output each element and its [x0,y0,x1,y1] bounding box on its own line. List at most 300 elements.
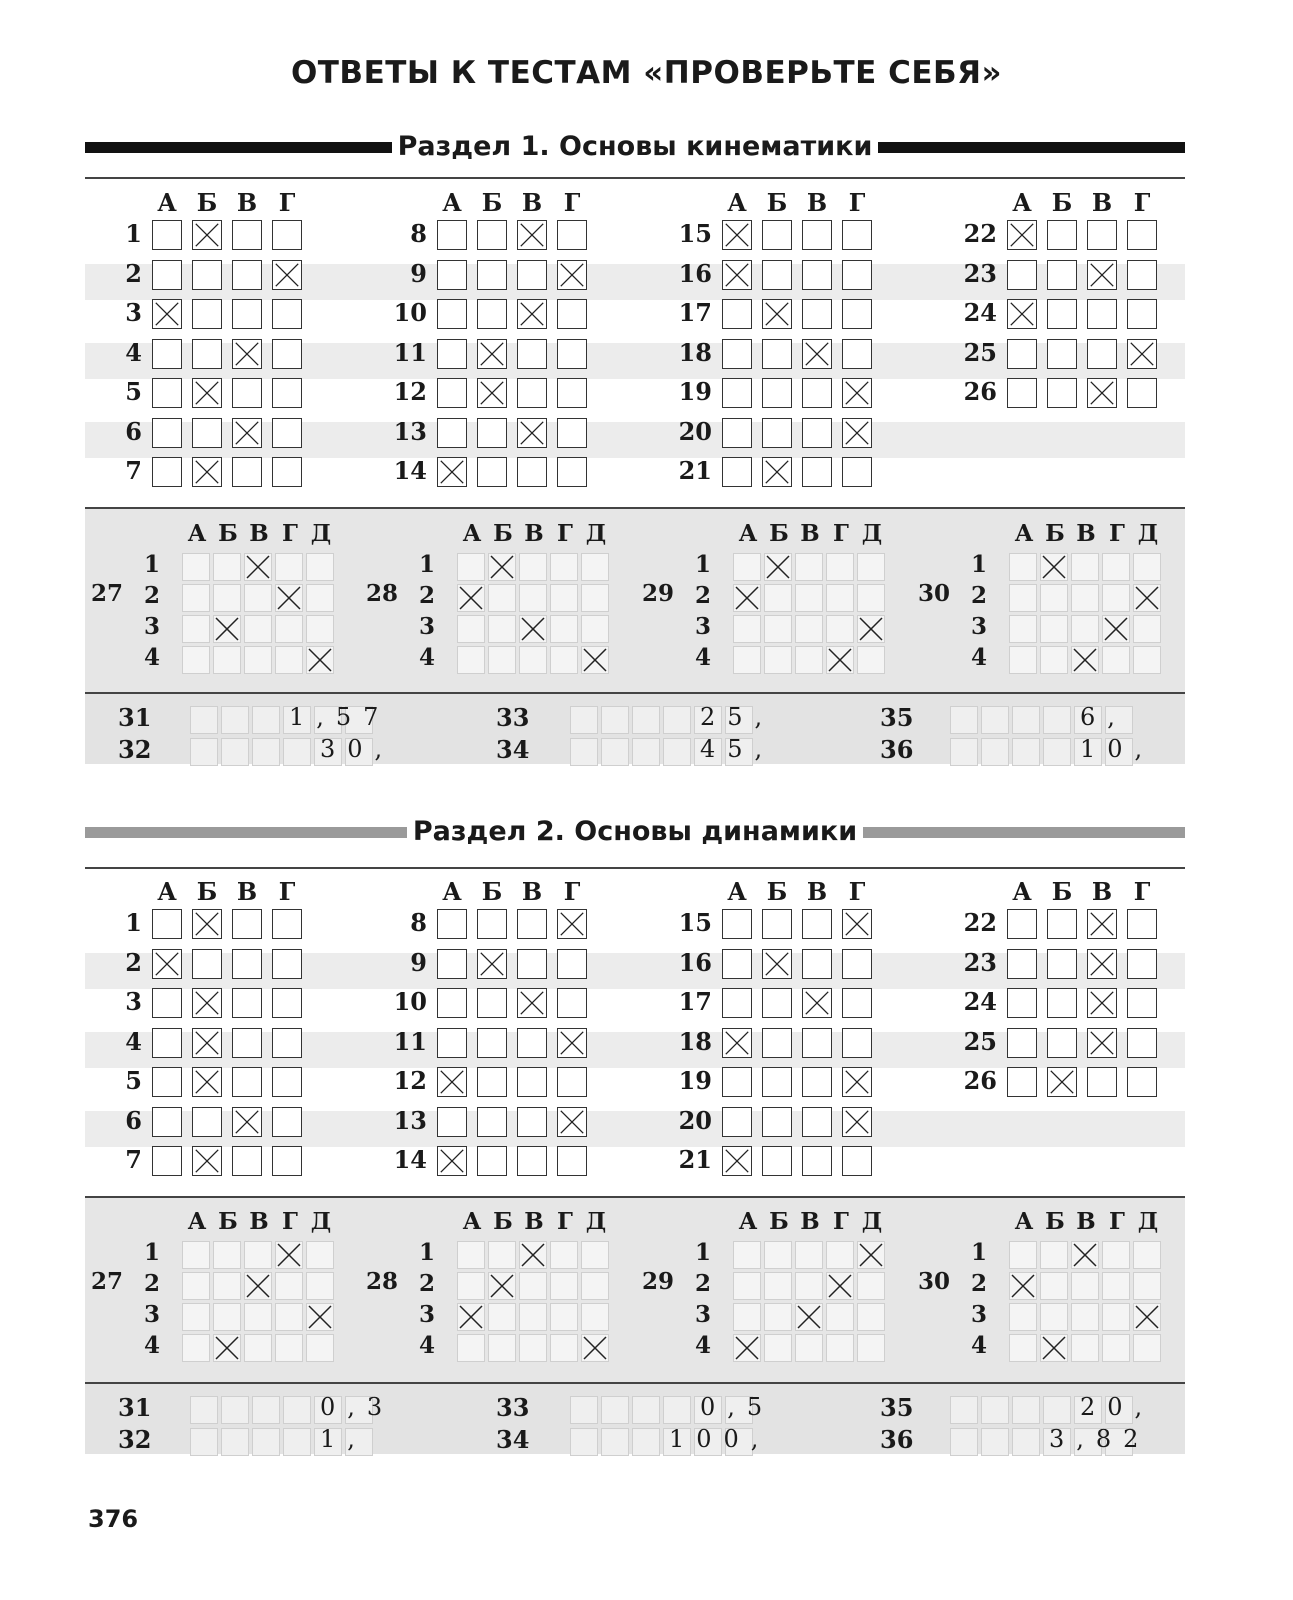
answer-box [557,339,587,369]
grid-letter-header: Б [1045,1208,1065,1235]
answer-box [272,909,302,939]
grid-answer-mark [581,646,609,674]
grid-cell [857,584,885,612]
answer-box [1127,988,1157,1018]
grid-cell [826,615,854,643]
answer-box [437,418,467,448]
numeric-answer-value: 100, [669,1425,771,1453]
grid-cell [519,646,547,674]
numeric-cell [190,1428,218,1456]
numeric-cell [950,1396,978,1424]
grid-answer-mark [457,1303,485,1331]
answer-box [1087,339,1117,369]
grid-cell [488,615,516,643]
answer-box [272,220,302,250]
answer-box-checked [762,457,792,487]
choice-letter-header: Б [766,188,788,217]
numeric-cell [252,706,280,734]
grid-letter-header: Д [585,1208,607,1235]
grid-letter-header: Г [282,1208,298,1235]
grid-cell [519,1272,547,1300]
answer-box [762,418,792,448]
question-number: 19 [678,377,712,406]
answer-box [232,949,262,979]
grid-cell [1071,553,1099,581]
grid-letter-header: Д [310,520,332,547]
question-number: 10 [393,987,427,1016]
grid-cell [306,1272,334,1300]
numeric-question-number: 33 [496,1393,530,1422]
grid-cell [733,1303,761,1331]
answer-box [557,299,587,329]
choice-letter-header: В [521,877,543,906]
answer-box [477,1067,507,1097]
answer-box [842,1146,872,1176]
grid-cell [550,1272,578,1300]
grid-row-number: 3 [695,1301,712,1328]
grid-cell [244,1334,272,1362]
numeric-question-number: 33 [496,703,530,732]
answer-box [802,909,832,939]
answer-box [1047,909,1077,939]
answer-box [272,988,302,1018]
answer-box [722,378,752,408]
numeric-question-number: 36 [880,1425,914,1454]
grid-cell [733,615,761,643]
answer-box [1127,909,1157,939]
question-number: 19 [678,1066,712,1095]
answer-box-checked [192,220,222,250]
grid-cell [764,1303,792,1331]
answer-box [722,339,752,369]
question-number: 20 [678,416,712,446]
answer-box [152,1146,182,1176]
grid-cell [244,584,272,612]
grid-cell [1133,615,1161,643]
grid-answer-mark [857,615,885,643]
answer-box [802,1028,832,1058]
section-title-wrap [85,130,1185,164]
grid-cell [733,553,761,581]
grid-letter-header: Б [493,1208,513,1235]
grid-answer-mark [1040,1334,1068,1362]
answer-box [517,1146,547,1176]
answer-box [192,260,222,290]
grid-cell [795,553,823,581]
numeric-cell [632,706,660,734]
grid-cell [488,584,516,612]
answer-box-checked [842,1107,872,1137]
answer-box-checked [192,1067,222,1097]
grid-letter-header: А [1014,520,1034,547]
choice-letter-header: В [1091,188,1113,217]
answer-box [1007,909,1037,939]
answer-box [1127,1067,1157,1097]
grid-cell [826,553,854,581]
answer-box-checked [477,339,507,369]
grid-cell [182,584,210,612]
question-number: 2 [125,947,142,977]
grid-cell [826,584,854,612]
numeric-question-number: 32 [118,735,152,764]
question-number: 11 [393,1026,427,1056]
answer-box [517,378,547,408]
answer-box-checked [272,260,302,290]
grid-answer-mark [244,553,272,581]
grid-cell [488,646,516,674]
question-number: 16 [678,947,712,977]
answer-box [152,457,182,487]
answer-box [842,1028,872,1058]
answer-box [272,1067,302,1097]
numeric-cell [981,738,1009,766]
grid-cell [795,646,823,674]
grid-cell [795,1241,823,1269]
grid-row-number: 1 [419,551,436,578]
grid-cell [1133,1272,1161,1300]
numeric-cell [1012,1428,1040,1456]
answer-box [272,418,302,448]
grid-cell [1071,1303,1099,1331]
answer-box [192,299,222,329]
answer-box [517,1107,547,1137]
question-number: 21 [678,456,712,485]
answer-box [477,418,507,448]
grid-cell [488,1241,516,1269]
grid-letter-header: В [1076,520,1096,547]
grid-cell [519,1303,547,1331]
grid-answer-mark [764,553,792,581]
grid-cell [550,1241,578,1269]
numeric-question-number: 35 [880,703,914,732]
answer-box-checked [722,260,752,290]
answer-box [152,1107,182,1137]
answer-box [152,1028,182,1058]
grid-question-number: 30 [918,1268,951,1295]
answer-box [557,418,587,448]
grid-cell [1009,584,1037,612]
answer-box [437,378,467,408]
answer-box [1047,378,1077,408]
answer-box-checked [232,1107,262,1137]
grid-cell [1009,646,1037,674]
grid-row-number: 3 [144,613,161,640]
grid-cell [457,1334,485,1362]
question-number: 12 [393,1066,427,1095]
grid-letter-header: А [1014,1208,1034,1235]
question-number: 23 [963,947,997,977]
grid-row-number: 1 [971,551,988,578]
answer-box-checked [232,339,262,369]
numeric-answer-value: 1, [320,1425,367,1453]
numeric-answer-value: 10, [1080,735,1155,763]
answer-box [842,220,872,250]
choice-letter-header: Б [766,877,788,906]
question-number: 4 [125,1026,142,1056]
grid-letter-header: Д [585,520,607,547]
grid-row-number: 3 [695,613,712,640]
answer-box [232,220,262,250]
answer-box [762,988,792,1018]
choice-letter-header: Г [278,188,296,217]
grid-cell [1009,1303,1037,1331]
numeric-question-number: 32 [118,1425,152,1454]
question-number: 14 [393,456,427,485]
answer-box [762,260,792,290]
answer-box [152,1067,182,1097]
numeric-cell [981,1396,1009,1424]
question-number: 26 [963,1066,997,1095]
question-number: 18 [678,1026,712,1056]
grid-cell [857,1303,885,1331]
answer-box [802,949,832,979]
answer-box-checked [802,988,832,1018]
grid-cell [275,553,303,581]
grid-letter-header: А [187,520,207,547]
grid-cell [733,1241,761,1269]
numeric-cell [601,738,629,766]
numeric-question-number: 34 [496,1425,530,1454]
grid-cell [1133,646,1161,674]
grid-answer-mark [306,1303,334,1331]
answer-box-checked [437,1067,467,1097]
choice-letter-header: Г [1133,877,1151,906]
answer-box-checked [152,949,182,979]
question-number: 22 [963,908,997,937]
numeric-cell [950,706,978,734]
answer-box [517,949,547,979]
question-number: 17 [678,298,712,327]
grid-cell [857,646,885,674]
answer-box-checked [477,378,507,408]
question-number: 8 [410,219,427,248]
grid-cell [581,1272,609,1300]
grid-cell [826,1303,854,1331]
choice-letter-header: Б [1051,877,1073,906]
answer-box [1127,378,1157,408]
grid-answer-mark [213,615,241,643]
grid-row-number: 1 [971,1239,988,1266]
numeric-cell [570,738,598,766]
grid-cell [213,1241,241,1269]
answer-box [1047,220,1077,250]
answer-box [437,909,467,939]
question-number: 6 [125,416,142,446]
grid-letter-header: В [249,1208,269,1235]
grid-row-number: 2 [419,1270,436,1297]
answer-box [517,260,547,290]
grid-cell [213,646,241,674]
numeric-cell [190,1396,218,1424]
grid-cell [275,646,303,674]
answer-box [722,1067,752,1097]
grid-cell [857,1334,885,1362]
grid-answer-mark [1133,584,1161,612]
grid-cell [1071,584,1099,612]
numeric-answer-value: 45, [700,735,775,763]
numeric-cell [570,1428,598,1456]
grid-cell [1102,646,1130,674]
numeric-cell [981,706,1009,734]
grid-answer-mark [1071,1241,1099,1269]
answer-box [437,988,467,1018]
grid-cell [1102,553,1130,581]
answer-box [232,988,262,1018]
answer-box-checked [1047,1067,1077,1097]
answer-box [722,457,752,487]
choice-letter-header: Б [481,877,503,906]
choice-letter-header: А [442,877,462,906]
answer-box [232,1146,262,1176]
question-number: 24 [963,987,997,1016]
choice-letter-header: Г [563,188,581,217]
answer-box [557,378,587,408]
answer-box [1127,949,1157,979]
grid-cell [1102,1334,1130,1362]
grid-row-number: 4 [144,1332,161,1359]
grid-cell [1133,1334,1161,1362]
answer-box [517,339,547,369]
grid-answer-mark [244,1272,272,1300]
answer-box [1087,220,1117,250]
question-number: 11 [393,337,427,367]
question-number: 7 [125,1145,142,1174]
numeric-answer-value: 3,82 [1049,1425,1151,1453]
divider-line [85,177,1185,179]
grid-letter-header: В [1076,1208,1096,1235]
question-number: 4 [125,337,142,367]
grid-letter-header: Б [769,1208,789,1235]
grid-letter-header: А [187,1208,207,1235]
grid-row-number: 4 [971,644,988,671]
grid-cell [306,1241,334,1269]
grid-question-number: 30 [918,580,951,607]
numeric-cell [252,738,280,766]
answer-box [477,457,507,487]
answer-box [842,339,872,369]
answer-box-checked [437,1146,467,1176]
grid-question-number: 27 [91,1268,124,1295]
grid-letter-header: Д [861,520,883,547]
answer-box [232,1028,262,1058]
question-number: 1 [125,219,142,248]
grid-cell [457,1272,485,1300]
answer-box [232,299,262,329]
numeric-cell [601,1396,629,1424]
grid-cell [550,615,578,643]
question-number: 24 [963,298,997,327]
answer-box [722,909,752,939]
grid-letter-header: Г [282,520,298,547]
question-number: 2 [125,258,142,288]
choice-letter-header: В [806,188,828,217]
grid-row-number: 4 [695,644,712,671]
answer-box-checked [722,1028,752,1058]
answer-box-checked [1087,988,1117,1018]
answer-box [802,457,832,487]
choice-letter-header: А [727,188,747,217]
numeric-cell [950,1428,978,1456]
answer-box [272,949,302,979]
question-number: 25 [963,1026,997,1056]
grid-row-number: 2 [144,582,161,609]
grid-answer-mark [795,1303,823,1331]
answer-box [437,260,467,290]
grid-cell [581,584,609,612]
answer-box [477,1107,507,1137]
grid-letter-header: А [738,1208,758,1235]
numeric-question-number: 35 [880,1393,914,1422]
grid-cell [275,615,303,643]
grid-letter-header: Д [1137,1208,1159,1235]
grid-cell [550,584,578,612]
section-title: Раздел 2. Основы динамики [407,816,863,847]
choice-letter-header: Б [196,877,218,906]
grid-cell [275,1334,303,1362]
answer-box-checked [192,457,222,487]
answer-box [722,1107,752,1137]
answer-box [557,1146,587,1176]
choice-letter-header: В [236,877,258,906]
answer-box [1007,1067,1037,1097]
numeric-question-number: 31 [118,703,152,732]
answer-box [192,339,222,369]
answer-box [802,299,832,329]
grid-row-number: 4 [695,1332,712,1359]
answer-box [437,220,467,250]
grid-row-number: 3 [419,613,436,640]
question-number: 9 [410,258,427,288]
numeric-answer-value: 0,3 [320,1393,395,1421]
grid-cell [306,584,334,612]
choice-letter-header: В [806,877,828,906]
numeric-question-number: 36 [880,735,914,764]
answer-box [192,1107,222,1137]
grid-row-number: 1 [144,551,161,578]
grid-answer-mark [457,584,485,612]
grid-answer-mark [857,1241,885,1269]
grid-cell [857,1272,885,1300]
grid-cell [857,553,885,581]
grid-row-number: 2 [419,582,436,609]
grid-cell [213,1272,241,1300]
grid-cell [182,615,210,643]
grid-cell [733,1272,761,1300]
grid-row-number: 4 [419,644,436,671]
numeric-cell [663,1396,691,1424]
grid-cell [581,553,609,581]
grid-cell [182,1334,210,1362]
numeric-answer-value: 6, [1080,703,1127,731]
grid-answer-mark [1009,1272,1037,1300]
grid-cell [275,1303,303,1331]
answer-box [477,988,507,1018]
grid-letter-header: Г [833,1208,849,1235]
answer-box-checked [762,949,792,979]
answer-box [232,378,262,408]
answer-box-checked [192,1146,222,1176]
grid-question-number: 29 [642,1268,675,1295]
numeric-cell [1043,738,1071,766]
grid-answer-mark [1071,646,1099,674]
numeric-cell [1012,706,1040,734]
question-number: 13 [393,416,427,446]
answer-box [1047,260,1077,290]
grid-cell [519,584,547,612]
answer-box [272,378,302,408]
answer-box [437,1028,467,1058]
grid-letter-header: Б [493,520,513,547]
